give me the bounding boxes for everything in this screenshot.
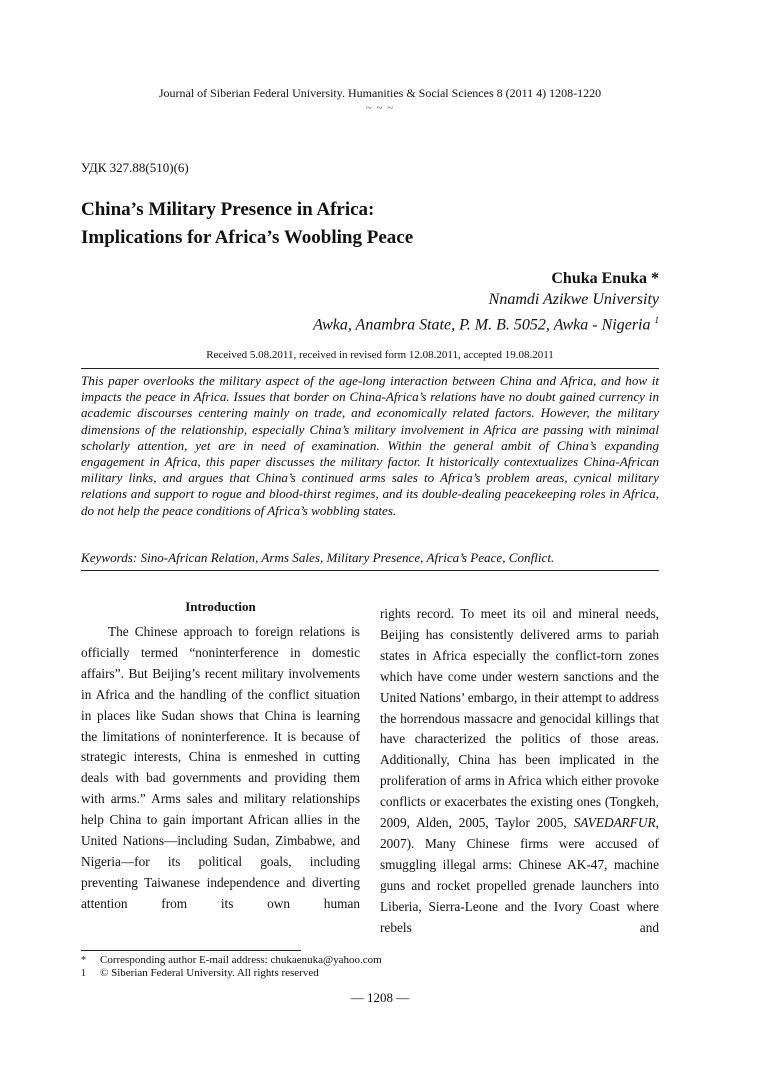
footnote-rule <box>81 950 301 951</box>
udk-code: УДК 327.88(510)(6) <box>81 160 189 175</box>
paper-title <box>81 196 413 252</box>
page-number: — 1208 — <box>350 990 410 1005</box>
footnote-text: © Siberian Federal University. All rights reserved <box>100 967 319 979</box>
abstract: This paper overlooks the military aspect of the age-long interaction between China and Africa, and how it impacts the peace in Africa. Issues that border on China-Africa’s relations have no doubt gained currency in academic discourses centering mainly on trade, and economically related factors. However, the military dimensions of the relationship, especially China’s military involvement in Africa are passing with minimal scholarly attention, yet are in need of examination. Within the general ambit of China’s expanding engagement in Africa, this paper discusses the military factor. It historically contextualizes China-African military links, and argues that China’s continued arms sales to Africa’s problem areas, cynical military relations and support to rogue and blood-thirst regimes, and its double-dealing peacekeeping roles in Africa, do not help the peace conditions of Africa’s wobbling states. <box>81 373 659 518</box>
footnote-text: Corresponding author E-mail address: chukaenuka@yahoo.com <box>100 954 382 966</box>
title-line-1: China’s Military Presence in Africa: <box>81 199 375 220</box>
body-text-right-2: , 2007). Many Chinese firms were accused of smuggling illegal arms: Chinese AK-47, machine guns and rocket propelled grenade launchers into Liberia, Sierra-Leone and the Ivory Coast where rebels and <box>380 815 659 935</box>
abstract-bottom-rule <box>81 570 659 571</box>
body-column-right <box>380 604 659 939</box>
author-address-text: Awka, Anambra State, P. M. B. 5052, Awka - Nigeria <box>313 316 651 334</box>
journal-header: Journal of Siberian Federal University. Humanities & Social Sciences 8 (2011 4) 1208-1220 <box>158 86 602 100</box>
title-line-2: Implications for Africa’s Woobling Peace <box>81 227 414 248</box>
section-heading-introduction: Introduction <box>185 599 256 614</box>
header-ornament: ~ ~ ~ <box>365 102 395 114</box>
author-affiliation: Nnamdi Azikwe University <box>488 291 659 308</box>
footnote-mark: * <box>81 955 86 966</box>
footnote-copyright <box>81 966 319 981</box>
body-column-left <box>81 598 360 915</box>
body-paragraph-left: The Chinese approach to foreign relations is officially termed “noninterference in domestic affairs”. But Beijing’s recent military involvements in Africa and the handling of the conflict situation in places like Sudan shows that China is learning the limitations of noninterference. It is because of strategic interests, China is enmeshed in cutting deals with bad governments and providing them with arms.” Arms sales and military relationships help China to gain important African allies in the United Nations—including Sudan, Zimbabwe, and Nigeria—for its political goals, including preventing Taiwanese independence and diverting attention from its own human <box>81 624 360 911</box>
body-text-right-1: rights record. To meet its oil and mineral needs, Beijing has consistently delivered arms to pariah states in Africa especially the conflict-torn zones which have come under western sanctions and the United Nations’ embargo, in their attempt to address the horrendous massacre and genocidal killings that have characterized the politics of those areas. Additionally, China has been implicated in the proliferation of arms in Africa which either provoke conflicts or exacerbates the existing ones (Tongkeh, 2009, Alden, 2005, Taylor 2005, <box>380 606 659 831</box>
author-name: Chuka Enuka * <box>551 270 659 287</box>
keywords: Keywords: Sino-African Relation, Arms Sales, Military Presence, Africa’s Peace, Conflict. <box>81 550 555 565</box>
footnote-mark: 1 <box>81 968 86 979</box>
address-footnote-mark: 1 <box>654 315 659 325</box>
author-block <box>313 268 659 335</box>
abstract-top-rule <box>81 368 659 369</box>
author-address <box>313 310 659 335</box>
received-dates: Received 5.08.2011, received in revised form 12.08.2011, accepted 19.08.2011 <box>206 349 554 361</box>
citation-savedarfur: SAVEDARFUR <box>573 815 656 831</box>
